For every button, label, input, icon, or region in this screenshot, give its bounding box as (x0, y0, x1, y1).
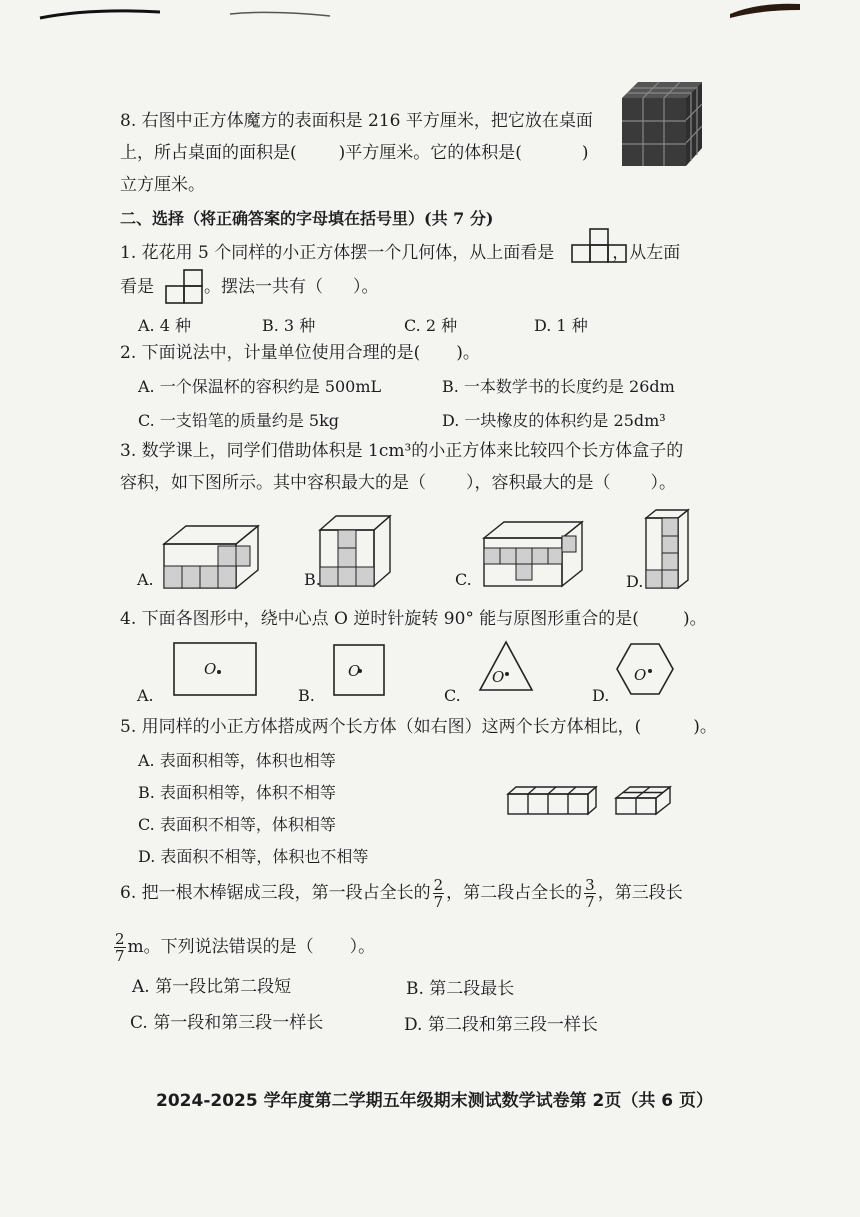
q4-label-c[interactable]: C. (444, 686, 461, 705)
q5-option-a[interactable]: A. 表面积相等，体积也相等 (138, 751, 336, 770)
page-footer: 2024-2025 学年度第二学期五年级期末测试数学试卷第 2页（共 6 页） (156, 1091, 714, 1111)
q8-line2-b: )平方厘米。它的体积是( (338, 143, 522, 163)
q3-label-d[interactable]: D. (626, 572, 644, 591)
shape-a-center-label: O (204, 660, 217, 678)
q6-line1 (120, 876, 683, 910)
q5-cuboids-figure (506, 784, 676, 818)
box-d-figure (642, 506, 692, 590)
q1-line2-b: 。摆法一共有（ (204, 277, 323, 297)
q3-line2-a: 容积，如下图所示。其中容积最大的是（ (120, 473, 426, 493)
q1-line2-a: 看是 (120, 277, 154, 297)
q1-option-d[interactable]: D. 1 种 (534, 316, 588, 335)
q6-fraction-3 (114, 931, 126, 964)
q5-stem-end: )。 (693, 717, 717, 737)
q6-fraction-3-num: 2 (115, 930, 125, 948)
q3-line2 (120, 470, 676, 496)
q8-line2 (120, 140, 589, 166)
q5-option-d[interactable]: D. 表面积不相等，体积也不相等 (138, 847, 369, 866)
q2-option-c[interactable]: C. 一支铅笔的质量约是 5kg (138, 411, 340, 430)
q1-option-c[interactable]: C. 2 种 (404, 316, 458, 335)
q6-option-b[interactable]: B. 第二段最长 (406, 979, 515, 999)
q3-line2-c: ）。 (650, 473, 676, 493)
q5-stem (120, 714, 717, 740)
q4-label-d[interactable]: D. (592, 686, 610, 705)
q4-stem-end: )。 (682, 609, 707, 629)
q8-line2-c: ) (581, 143, 589, 163)
q1-line1-a: 1. 花花用 5 个同样的小正方体摆一个几何体，从上面看是 (120, 243, 555, 263)
q6-line1-c: ，第三段长 (597, 883, 683, 903)
rubiks-cube-image (614, 78, 704, 170)
q2-option-d[interactable]: D. 一块橡皮的体积约是 25dm³ (442, 411, 666, 430)
q4-stem-text: 4. 下面各图形中，绕中心点 O 逆时针旋转 90° 能与原图形重合的是( (120, 609, 639, 629)
q6-fraction-2-den: 7 (585, 893, 595, 911)
q5-option-b[interactable]: B. 表面积相等，体积不相等 (138, 783, 336, 802)
section-title-choice: 二、选择（将正确答案的字母填在括号里）(共 7 分) (120, 209, 494, 228)
q6-option-c[interactable]: C. 第一段和第三段一样长 (130, 1013, 324, 1033)
box-a-figure (160, 520, 260, 592)
q3-label-b[interactable]: B. (304, 570, 321, 589)
q2-stem (120, 340, 480, 366)
q6-fraction-2-num: 3 (585, 876, 595, 894)
shape-c-center-label: O (492, 668, 505, 686)
q4-stem (120, 606, 707, 632)
q3-line2-b: ），容积最大的是（ (466, 473, 611, 493)
scan-artifact-top (0, 0, 860, 40)
q5-stem-text: 5. 用同样的小正方体搭成两个长方体（如右图）这两个长方体相比，( (120, 717, 642, 737)
q8-line1: 8. 右图中正方体魔方的表面积是 216 平方厘米，把它放在桌面 (120, 111, 593, 131)
shape-d-center-label: O (634, 666, 647, 684)
q3-label-a[interactable]: A. (137, 570, 154, 589)
box-c-figure (480, 518, 586, 590)
q1-line2-c: ）。 (353, 277, 379, 297)
top-view-figure (571, 228, 629, 264)
box-b-figure (316, 512, 394, 590)
q6-fraction-1 (433, 877, 445, 910)
q6-fraction-1-num: 2 (433, 876, 444, 894)
q3-label-c[interactable]: C. (455, 570, 472, 589)
q1-option-a[interactable]: A. 4 种 (138, 316, 191, 335)
q6-fraction-1-den: 7 (433, 893, 444, 911)
q2-stem-text: 2. 下面说法中，计量单位使用合理的是( (120, 343, 421, 363)
q6-line2-b: ）。 (349, 937, 376, 957)
q2-option-a[interactable]: A. 一个保温杯的容积约是 500mL (138, 377, 382, 396)
q4-label-b[interactable]: B. (298, 686, 315, 705)
q6-fraction-2 (584, 877, 596, 910)
q4-label-a[interactable]: A. (137, 686, 154, 705)
q1-line1-b: ，从左面 (612, 243, 681, 263)
q6-option-a[interactable]: A. 第一段比第二段短 (132, 977, 292, 997)
shape-b-center-label: O (348, 662, 361, 680)
q6-line2 (112, 930, 375, 964)
q8-line2-a: 上，所占桌面的面积是( (120, 143, 297, 163)
q6-line2-a: m。下列说法错误的是（ (127, 937, 314, 957)
q1-line2 (120, 274, 379, 300)
q6-line1-b: ，第二段占全长的 (446, 883, 583, 903)
q1-option-b[interactable]: B. 3 种 (262, 316, 316, 335)
q6-fraction-3-den: 7 (115, 947, 125, 965)
q3-line1: 3. 数学课上，同学们借助体积是 1cm³的小正方体来比较四个长方体盒子的 (120, 441, 684, 461)
q6-line1-a: 6. 把一根木棒锯成三段，第一段占全长的 (120, 883, 431, 903)
q2-option-b[interactable]: B. 一本数学书的长度约是 26dm (442, 377, 675, 396)
q6-option-d[interactable]: D. 第二段和第三段一样长 (404, 1015, 598, 1035)
q8-line3: 立方厘米。 (120, 175, 205, 195)
q2-stem-end: )。 (456, 343, 480, 363)
shape-c-triangle (478, 640, 534, 694)
q5-option-c[interactable]: C. 表面积不相等，体积相等 (138, 815, 336, 834)
left-view-figure (165, 269, 205, 305)
